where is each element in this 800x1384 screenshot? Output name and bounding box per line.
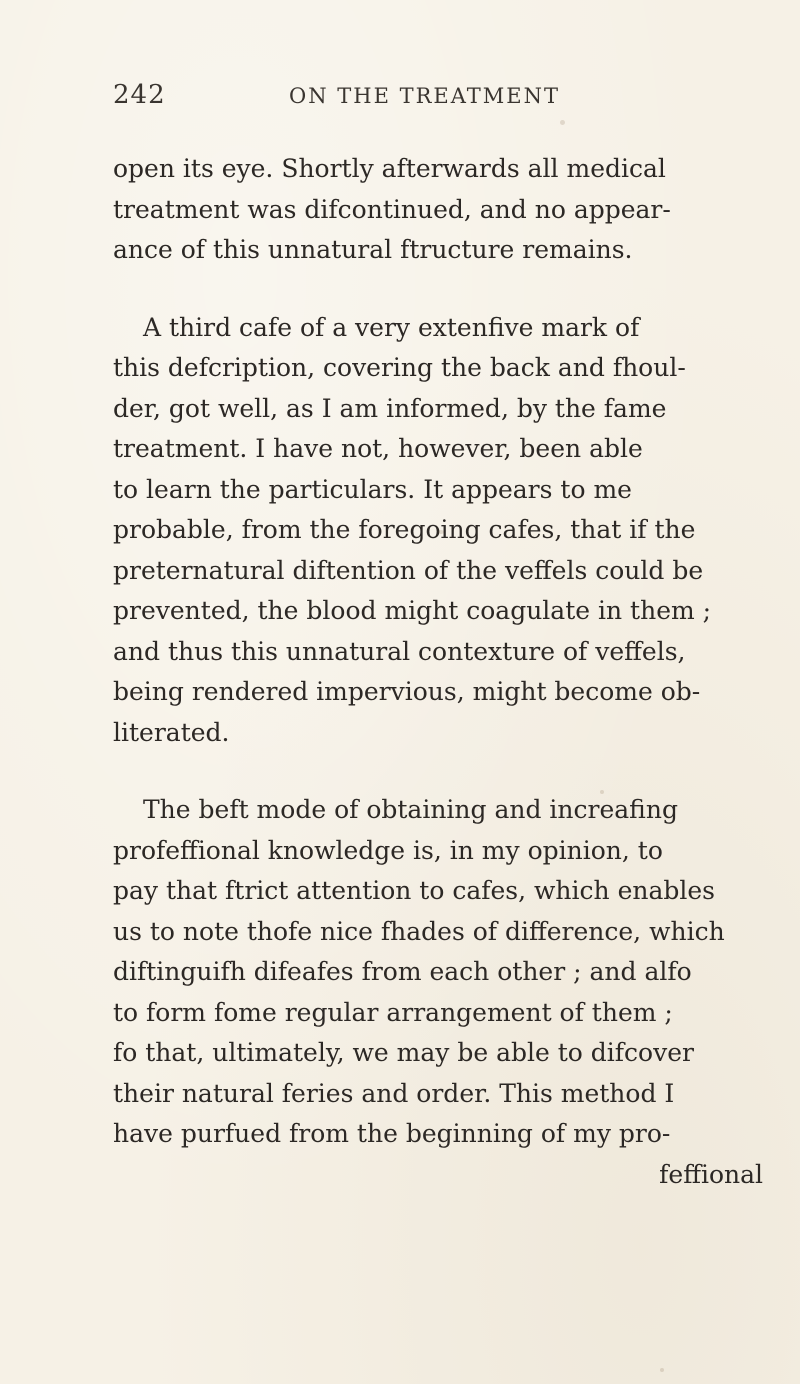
text-line: diftinguifh difeafes from each other ; and alfo (113, 957, 692, 986)
text-line: probable, from the foregoing cafes, that if the (113, 515, 696, 544)
paragraph-3 (113, 790, 773, 1195)
page-header (113, 80, 753, 120)
text-line: pay that ftrict attention to cafes, which enables (113, 876, 715, 905)
text-line: being rendered impervious, might become ob- (113, 677, 701, 706)
text-line: treatment was difcontinued, and no appear- (113, 194, 671, 224)
body-text (113, 149, 773, 1195)
running-head: ON THE TREATMENT (289, 84, 560, 108)
text-line: profeffional knowledge is, in my opinion, to (113, 835, 663, 865)
text-line: der, got well, as I am informed, by the fame (113, 393, 667, 423)
text-line: this defcription, covering the back and fhoul- (113, 353, 686, 382)
text-line: ance of this unnatural ftructure remains. (113, 235, 633, 264)
text-line: have purfued from the beginning of my pro- (113, 1119, 671, 1148)
paragraph-1 (113, 149, 773, 271)
paper-spot (560, 120, 565, 125)
text-line: and thus this unnatural contexture of veffels, (113, 636, 686, 666)
paper-spot (660, 1368, 664, 1372)
text-line: to learn the particulars. It appears to me (113, 474, 632, 504)
text-line: The beft mode of obtaining and increafing (143, 795, 678, 824)
text-line: fo that, ultimately, we may be able to difcover (113, 1038, 694, 1067)
text-line: preternatural diftention of the veffels could be (113, 555, 704, 585)
paper-spot (600, 790, 604, 794)
catchword: feffional (659, 1159, 763, 1189)
text-line: A third cafe of a very extenfive mark of (143, 312, 640, 342)
text-line: open its eye. Shortly afterwards all medical (113, 154, 666, 183)
text-line: prevented, the blood might coagulate in them ; (113, 596, 712, 625)
text-line: their natural feries and order. This method I (113, 1078, 675, 1108)
text-line: literated. (113, 717, 230, 747)
text-line: to form fome regular arrangement of them ; (113, 997, 673, 1027)
text-line: treatment. I have not, however, been able (113, 434, 643, 463)
text-line: us to note thofe nice fhades of difference, which (113, 916, 725, 946)
page-number: 242 (113, 80, 166, 110)
paper-spot (438, 530, 444, 534)
